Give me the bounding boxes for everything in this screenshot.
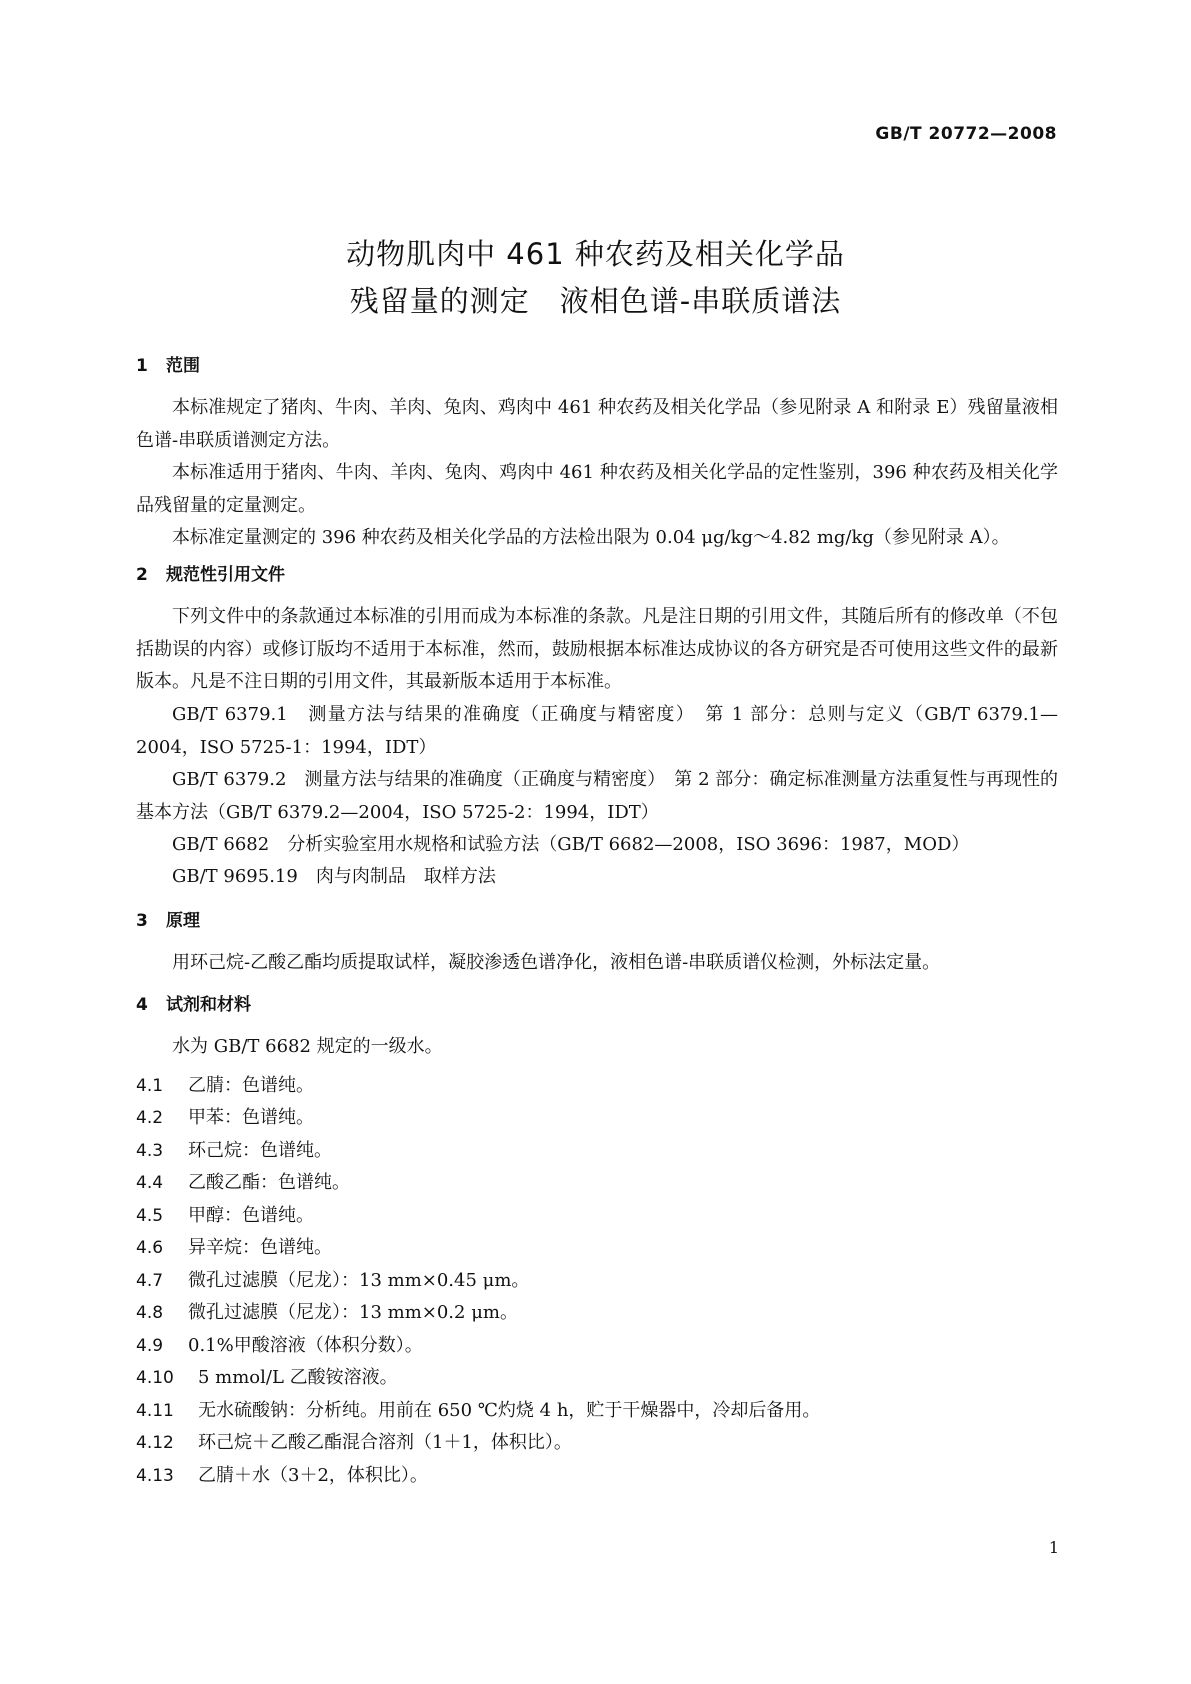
section-number: 3 bbox=[136, 911, 148, 931]
reference-entry: GB/T 6682 分析实验室用水规格和试验方法（GB/T 6682—2008，ISO 3696：1987，MOD） bbox=[172, 834, 970, 855]
item-text: 乙腈：色谱纯。 bbox=[188, 1075, 314, 1096]
section-1-heading bbox=[136, 351, 200, 376]
list-item bbox=[136, 1266, 529, 1292]
item-number: 4.13 bbox=[136, 1466, 174, 1486]
list-item bbox=[136, 1428, 572, 1454]
item-text: 环己烷＋乙酸乙酯混合溶剂（1＋1，体积比）。 bbox=[198, 1432, 572, 1453]
page-number: 1 bbox=[1048, 1538, 1059, 1557]
item-number: 4.3 bbox=[136, 1141, 164, 1161]
list-item bbox=[136, 1071, 314, 1097]
paragraph: 用环己烷-乙酸乙酯均质提取试样，凝胶渗透色谱净化，液相色谱-串联质谱仪检测，外标法定量。 bbox=[172, 952, 941, 973]
item-text: 微孔过滤膜（尼龙）：13 mm×0.45 μm。 bbox=[188, 1270, 530, 1291]
paragraph: 本标准规定了猪肉、牛肉、羊肉、兔肉、鸡肉中 461 种农药及相关化学品（参见附录 A 和附录 E）残留量液相色谱-串联质谱测定方法。 bbox=[136, 397, 1058, 451]
reference-entry: GB/T 9695.19 肉与肉制品 取样方法 bbox=[172, 866, 496, 887]
section-4-heading bbox=[136, 990, 251, 1015]
list-item bbox=[136, 1331, 423, 1357]
item-text: 异辛烷：色谱纯。 bbox=[188, 1237, 332, 1258]
list-item bbox=[136, 1201, 314, 1227]
item-number: 4.7 bbox=[136, 1271, 164, 1291]
document-title-line-2: 残留量的测定 液相色谱-串联质谱法 bbox=[349, 284, 842, 318]
item-number: 4.4 bbox=[136, 1173, 164, 1193]
paragraph: 本标准定量测定的 396 种农药及相关化学品的方法检出限为 0.04 μg/kg～4.82 mg/kg（参见附录 A）。 bbox=[172, 527, 1010, 548]
section-title: 范围 bbox=[166, 356, 200, 376]
section-number: 1 bbox=[136, 356, 148, 376]
item-number: 4.12 bbox=[136, 1433, 174, 1453]
item-text: 甲醇：色谱纯。 bbox=[188, 1205, 314, 1226]
reference-entry: GB/T 6379.1 测量方法与结果的准确度（正确度与精密度） 第 1 部分：总则与定义（GB/T 6379.1—2004，ISO 5725-1：1994，IDT） bbox=[136, 704, 1058, 758]
reference-entry: GB/T 6379.2 测量方法与结果的准确度（正确度与精密度） 第 2 部分：确定标准测量方法重复性与再现性的基本方法（GB/T 6379.2—2004，ISO 5725-2：1994，IDT） bbox=[136, 769, 1058, 823]
section-number: 4 bbox=[136, 995, 148, 1015]
paragraph: 本标准适用于猪肉、牛肉、羊肉、兔肉、鸡肉中 461 种农药及相关化学品的定性鉴别，396 种农药及相关化学品残留量的定量测定。 bbox=[136, 462, 1058, 516]
item-number: 4.1 bbox=[136, 1076, 164, 1096]
section-title: 规范性引用文件 bbox=[166, 565, 285, 585]
document-title-line-1: 动物肌肉中 461 种农药及相关化学品 bbox=[346, 237, 845, 271]
list-item bbox=[136, 1168, 350, 1194]
list-item bbox=[136, 1363, 398, 1389]
item-text: 5 mmol/L 乙酸铵溶液。 bbox=[198, 1367, 398, 1388]
paragraph: 水为 GB/T 6682 规定的一级水。 bbox=[172, 1036, 443, 1057]
list-item bbox=[136, 1136, 332, 1162]
item-number: 4.6 bbox=[136, 1238, 164, 1258]
standard-code: GB/T 20772—2008 bbox=[875, 124, 1057, 144]
item-text: 0.1%甲酸溶液（体积分数）。 bbox=[188, 1335, 423, 1356]
list-item bbox=[136, 1103, 314, 1129]
section-3-heading bbox=[136, 906, 200, 931]
item-text: 乙腈＋水（3＋2，体积比）。 bbox=[198, 1465, 428, 1486]
section-title: 试剂和材料 bbox=[166, 995, 251, 1015]
item-number: 4.2 bbox=[136, 1108, 164, 1128]
section-title: 原理 bbox=[166, 911, 200, 931]
list-item bbox=[136, 1233, 332, 1259]
section-2-heading bbox=[136, 560, 285, 585]
item-text: 乙酸乙酯：色谱纯。 bbox=[188, 1172, 350, 1193]
item-number: 4.5 bbox=[136, 1206, 164, 1226]
item-text: 微孔过滤膜（尼龙）：13 mm×0.2 μm。 bbox=[188, 1302, 518, 1323]
item-text: 无水硫酸钠：分析纯。用前在 650 ℃灼烧 4 h，贮于干燥器中，冷却后备用。 bbox=[198, 1400, 821, 1421]
item-text: 环己烷：色谱纯。 bbox=[188, 1140, 332, 1161]
list-item bbox=[136, 1461, 428, 1487]
list-item bbox=[136, 1298, 518, 1324]
list-item bbox=[136, 1396, 820, 1422]
paragraph: 下列文件中的条款通过本标准的引用而成为本标准的条款。凡是注日期的引用文件，其随后所有的修改单（不包括勘误的内容）或修订版均不适用于本标准，然而，鼓励根据本标准达成协议的各方研究是否可使用这些文件的最新版本。凡是不注日期的引用文件，其最新版本适用于本标准。 bbox=[136, 606, 1058, 692]
item-number: 4.8 bbox=[136, 1303, 164, 1323]
item-number: 4.9 bbox=[136, 1336, 164, 1356]
item-text: 甲苯：色谱纯。 bbox=[188, 1107, 314, 1128]
section-number: 2 bbox=[136, 565, 148, 585]
item-number: 4.11 bbox=[136, 1401, 174, 1421]
item-number: 4.10 bbox=[136, 1368, 174, 1388]
